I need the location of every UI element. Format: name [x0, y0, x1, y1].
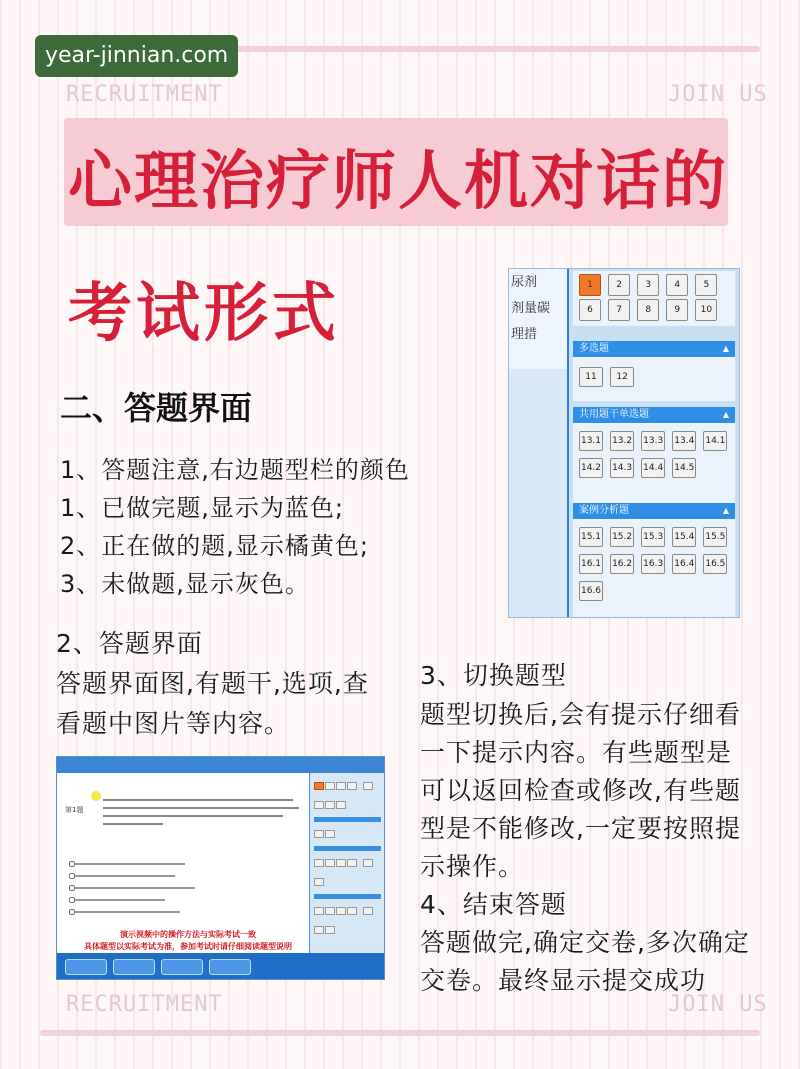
exam-notice: 具体题型以实际考试为准，参加考试时请仔细阅读题型说明: [84, 942, 292, 951]
mini-question-current[interactable]: [314, 782, 324, 790]
mini-question[interactable]: [336, 782, 346, 790]
mini-question[interactable]: [325, 782, 335, 790]
collapse-icon[interactable]: ▲: [722, 506, 729, 515]
question-button[interactable]: 14.4: [641, 458, 665, 478]
section4-line: 答题做完,确定交卷,多次确定: [420, 928, 750, 957]
decor-recruitment-bottom: RECRUITMENT: [66, 992, 223, 1017]
highlight-marker: [91, 791, 101, 801]
exam-question-area: [57, 773, 307, 953]
section3-heading: 3、切换题型: [420, 661, 567, 690]
mini-question[interactable]: [347, 782, 357, 790]
option-line[interactable]: [75, 863, 185, 865]
mini-section-header: [314, 846, 381, 851]
mini-question[interactable]: [325, 801, 335, 809]
section2-heading: 2、答题界面: [56, 629, 203, 658]
question-button[interactable]: 13.1: [579, 431, 603, 451]
mini-question[interactable]: [336, 801, 346, 809]
note-line: 3、未做题,显示灰色。: [60, 570, 310, 598]
section3-line: 型是不能修改,一定要按照提: [420, 814, 741, 843]
side-label: 理措: [511, 327, 538, 342]
question-button[interactable]: 14.1: [703, 431, 727, 451]
question-button[interactable]: 3: [637, 274, 659, 296]
exam-bottombar: [57, 953, 384, 979]
mini-question[interactable]: [314, 801, 324, 809]
question-button[interactable]: 10: [695, 299, 717, 321]
divider-line: [40, 1030, 760, 1036]
section-title: 案例分析题: [579, 505, 629, 516]
mini-question[interactable]: [325, 926, 335, 934]
section3-line: 题型切换后,会有提示仔细看: [420, 700, 741, 729]
mini-question[interactable]: [363, 859, 373, 867]
multi-choice-section: [573, 341, 735, 401]
section-title: 多选题: [579, 343, 609, 354]
mini-question[interactable]: [314, 878, 324, 886]
question-button[interactable]: 14.3: [610, 458, 634, 478]
mini-question[interactable]: [325, 830, 335, 838]
mark-button[interactable]: [161, 959, 203, 975]
question-button[interactable]: 16.1: [579, 554, 603, 574]
answer-panel-screenshot: [508, 268, 740, 618]
question-button-current[interactable]: 1: [579, 274, 601, 296]
note-line: 2、正在做的题,显示橘黄色;: [60, 532, 369, 560]
question-button[interactable]: 8: [637, 299, 659, 321]
question-stem: [103, 793, 299, 841]
collapse-icon[interactable]: ▲: [722, 344, 729, 353]
case-analysis-section: [573, 503, 735, 618]
exam-notice: 演示视频中的操作方法与实际考试一致: [120, 930, 256, 939]
page-title-line1: 心理治疗师人机对话的: [68, 145, 728, 219]
section-header[interactable]: [573, 407, 735, 423]
question-button[interactable]: 15.5: [703, 527, 727, 547]
submit-button[interactable]: [209, 959, 251, 975]
exam-topbar: [57, 757, 384, 773]
section-title: 共用题干单选题: [579, 409, 649, 420]
question-button[interactable]: 14.5: [672, 458, 696, 478]
exam-interface-screenshot: [56, 756, 385, 980]
mini-question[interactable]: [314, 907, 324, 915]
question-button[interactable]: 16.3: [641, 554, 665, 574]
question-button[interactable]: 5: [695, 274, 717, 296]
question-button[interactable]: 16.2: [610, 554, 634, 574]
option-line[interactable]: [75, 899, 165, 901]
side-label: 剂量碳: [511, 301, 551, 316]
page-title-line2: 考试形式: [68, 277, 340, 351]
question-button[interactable]: 16.5: [703, 554, 727, 574]
question-button[interactable]: 15.4: [672, 527, 696, 547]
side-label: 尿剂: [511, 275, 538, 290]
exam-mini-navigator: [309, 773, 385, 953]
shared-stem-section: [573, 407, 735, 505]
question-button[interactable]: 14.2: [579, 458, 603, 478]
section2-line: 答题界面图,有题干,选项,查: [56, 669, 369, 698]
question-button[interactable]: 15.2: [610, 527, 634, 547]
mini-question[interactable]: [314, 830, 324, 838]
note-line: 1、已做完题,显示为蓝色;: [60, 494, 344, 522]
question-number: 第1题: [65, 806, 84, 814]
note-line: 1、答题注意,右边题型栏的颜色: [60, 456, 410, 484]
question-button[interactable]: 16.6: [579, 581, 603, 601]
mini-question[interactable]: [363, 907, 373, 915]
mini-question[interactable]: [347, 859, 357, 867]
panel-side-labels: [509, 269, 567, 369]
mini-question[interactable]: [336, 907, 346, 915]
question-navigator: [567, 269, 740, 617]
prev-button[interactable]: [65, 959, 107, 975]
question-button[interactable]: 2: [608, 274, 630, 296]
question-button[interactable]: 16.4: [672, 554, 696, 574]
question-button[interactable]: 6: [579, 299, 601, 321]
single-choice-section: [573, 271, 735, 326]
section4-heading: 4、结束答题: [420, 890, 567, 919]
question-button[interactable]: 12: [610, 367, 634, 387]
mini-question[interactable]: [314, 926, 324, 934]
mini-question[interactable]: [347, 907, 357, 915]
section2-line: 看题中图片等内容。: [56, 709, 291, 738]
next-button[interactable]: [113, 959, 155, 975]
question-button[interactable]: 15.3: [641, 527, 665, 547]
section3-line: 一下提示内容。有些题型是: [420, 738, 733, 767]
mini-question[interactable]: [363, 782, 373, 790]
mini-question[interactable]: [336, 859, 346, 867]
section-header[interactable]: [573, 503, 735, 519]
question-button[interactable]: 7: [608, 299, 630, 321]
question-button[interactable]: 11: [579, 367, 603, 387]
question-button[interactable]: 15.1: [579, 527, 603, 547]
section-heading: 二、答题界面: [60, 389, 253, 427]
decor-joinus-top: JOIN US: [668, 82, 768, 107]
question-button[interactable]: 13.4: [672, 431, 696, 451]
question-button[interactable]: 4: [666, 274, 688, 296]
collapse-icon[interactable]: ▲: [722, 410, 729, 419]
section3-line: 示操作。: [420, 852, 525, 881]
section-header[interactable]: [573, 341, 735, 357]
question-button[interactable]: 9: [666, 299, 688, 321]
option-line[interactable]: [75, 911, 180, 913]
section4-line: 交卷。最终显示提交成功: [420, 966, 707, 995]
mini-question[interactable]: [325, 859, 335, 867]
option-line[interactable]: [75, 887, 195, 889]
mini-question[interactable]: [325, 907, 335, 915]
mini-section-header: [314, 817, 381, 822]
decor-joinus-bottom: JOIN US: [668, 992, 768, 1017]
option-line[interactable]: [75, 875, 175, 877]
mini-question[interactable]: [314, 859, 324, 867]
question-button[interactable]: 13.2: [610, 431, 634, 451]
question-button[interactable]: 13.3: [641, 431, 665, 451]
decor-recruitment-top: RECRUITMENT: [66, 82, 223, 107]
mini-section-header: [314, 894, 381, 899]
watermark-badge: year-jinnian.com: [35, 35, 238, 77]
section3-line: 可以返回检查或修改,有些题: [420, 776, 741, 805]
